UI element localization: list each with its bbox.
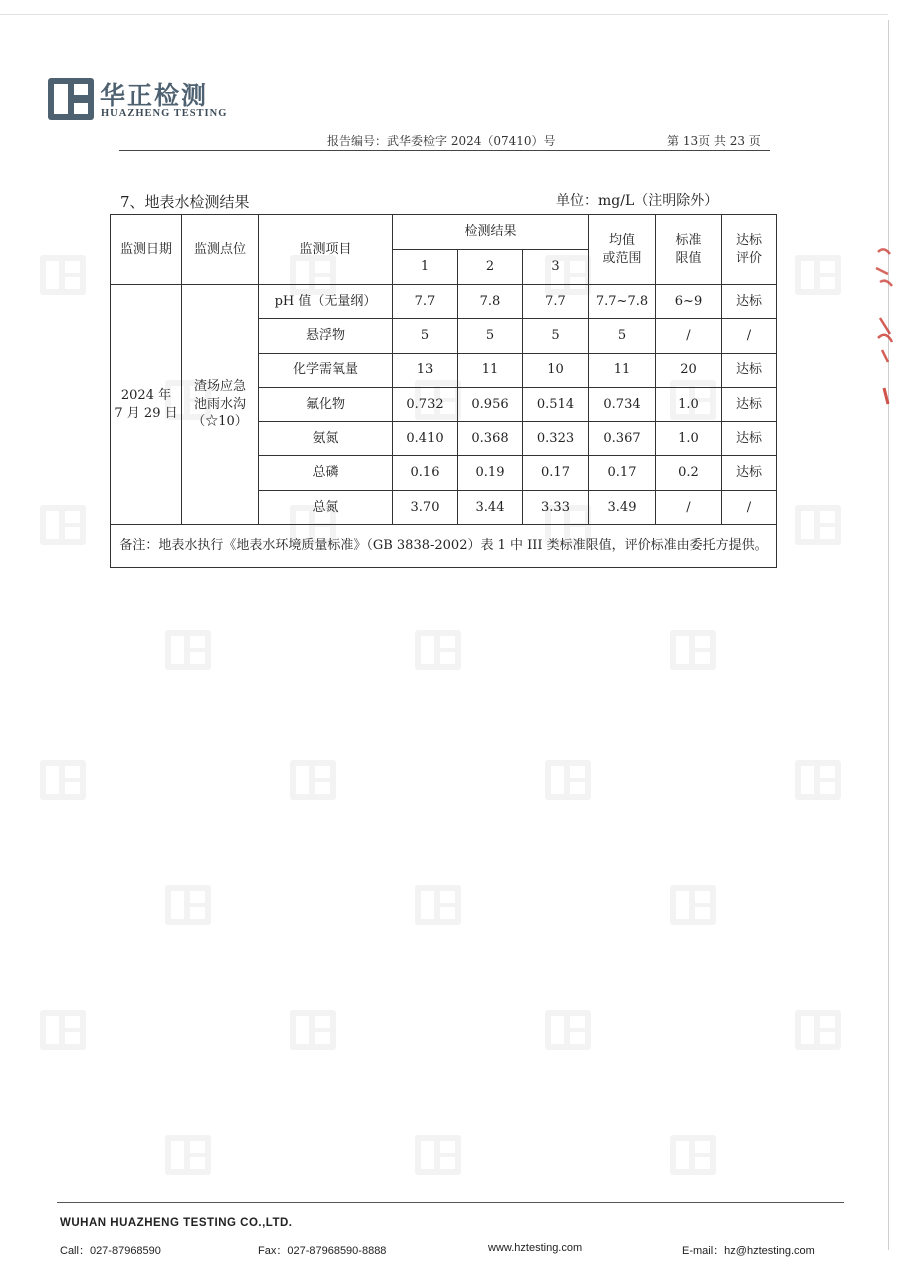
mean-cell: 5	[589, 319, 656, 353]
item-cell: pH 值（无量纲）	[259, 285, 393, 319]
results-table	[110, 214, 777, 568]
footer-email[interactable]: E-mail：hz@hztesting.com	[682, 1245, 815, 1257]
watermark-logo-icon	[40, 505, 86, 545]
result-cell: 0.732	[393, 387, 458, 421]
result-cell: 7.7	[523, 285, 589, 319]
mean-cell: 0.17	[589, 456, 656, 490]
item-cell: 氟化物	[259, 387, 393, 421]
eval-cell: /	[722, 319, 777, 353]
header-item: 监测项目	[259, 215, 393, 285]
result-cell: 7.7	[393, 285, 458, 319]
watermark-logo-icon	[415, 1135, 461, 1175]
result-cell: 0.17	[523, 456, 589, 490]
watermark-logo-icon	[670, 885, 716, 925]
page-edge-top	[0, 14, 888, 15]
header-evaluation: 达标 评价	[722, 215, 777, 285]
mean-cell: 0.367	[589, 422, 656, 456]
header-divider	[119, 150, 770, 151]
item-cell: 总氮	[259, 490, 393, 524]
watermark-logo-icon	[670, 630, 716, 670]
header-point: 监测点位	[182, 215, 259, 285]
eval-cell: 达标	[722, 285, 777, 319]
watermark-logo-icon	[670, 1135, 716, 1175]
section-title: 7、地表水检测结果	[120, 193, 250, 211]
footer-fax: Fax：027-87968590-8888	[258, 1245, 387, 1257]
limit-cell: 20	[656, 353, 722, 387]
page-edge-right	[888, 20, 889, 1250]
header-date: 监测日期	[111, 215, 182, 285]
eval-cell: 达标	[722, 353, 777, 387]
result-cell: 5	[458, 319, 523, 353]
seal-stamp-fragment	[868, 238, 896, 418]
page-number: 第 13页 共 23 页	[667, 134, 761, 148]
limit-cell: 1.0	[656, 422, 722, 456]
point-cell: 渣场应急 池雨水沟 （☆10）	[182, 285, 259, 525]
eval-cell: 达标	[722, 387, 777, 421]
footer-divider	[57, 1202, 844, 1203]
watermark-logo-icon	[290, 760, 336, 800]
mean-cell: 11	[589, 353, 656, 387]
watermark-logo-icon	[40, 760, 86, 800]
report-number: 报告编号：武华委检字 2024（07410）号	[327, 134, 556, 148]
brand-name-en: HUAZHENG TESTING	[101, 108, 228, 119]
eval-cell: 达标	[722, 456, 777, 490]
watermark-logo-icon	[545, 760, 591, 800]
eval-cell: /	[722, 490, 777, 524]
watermark-logo-icon	[795, 760, 841, 800]
watermark-logo-icon	[795, 255, 841, 295]
footer-company: WUHAN HUAZHENG TESTING CO.,LTD.	[60, 1217, 293, 1229]
result-cell: 5	[393, 319, 458, 353]
header-mean: 均值 或范围	[589, 215, 656, 285]
watermark-logo-icon	[165, 1135, 211, 1175]
item-cell: 氨氮	[259, 422, 393, 456]
result-cell: 7.8	[458, 285, 523, 319]
limit-cell: 6~9	[656, 285, 722, 319]
note-row	[111, 525, 777, 568]
watermark-logo-icon	[415, 630, 461, 670]
limit-cell: /	[656, 490, 722, 524]
watermark-logo-icon	[795, 1010, 841, 1050]
result-cell: 0.956	[458, 387, 523, 421]
result-cell: 10	[523, 353, 589, 387]
item-cell: 总磷	[259, 456, 393, 490]
brand-name-cn: 华正检测	[100, 81, 209, 110]
mean-cell: 7.7~7.8	[589, 285, 656, 319]
note-text: 备注：地表水执行《地表水环境质量标准》（GB 3838-2002）表 1 中 III 类标准限值，评价标准由委托方提供。	[111, 525, 777, 568]
header-run-1: 1	[393, 250, 458, 285]
mean-cell: 3.49	[589, 490, 656, 524]
table-row	[111, 285, 777, 319]
limit-cell: 1.0	[656, 387, 722, 421]
result-cell: 3.33	[523, 490, 589, 524]
result-cell: 13	[393, 353, 458, 387]
limit-cell: /	[656, 319, 722, 353]
result-cell: 0.323	[523, 422, 589, 456]
item-cell: 悬浮物	[259, 319, 393, 353]
header-limit: 标准 限值	[656, 215, 722, 285]
limit-cell: 0.2	[656, 456, 722, 490]
result-cell: 5	[523, 319, 589, 353]
result-cell: 3.70	[393, 490, 458, 524]
footer-phone: Call：027-87968590	[60, 1245, 161, 1257]
result-cell: 0.410	[393, 422, 458, 456]
unit-label: 单位：mg/L（注明除外）	[556, 193, 719, 209]
result-cell: 3.44	[458, 490, 523, 524]
result-cell: 0.16	[393, 456, 458, 490]
item-cell: 化学需氧量	[259, 353, 393, 387]
result-cell: 0.19	[458, 456, 523, 490]
watermark-logo-icon	[795, 505, 841, 545]
mean-cell: 0.734	[589, 387, 656, 421]
watermark-logo-icon	[545, 1010, 591, 1050]
result-cell: 0.514	[523, 387, 589, 421]
company-logo	[48, 76, 94, 122]
header-run-2: 2	[458, 250, 523, 285]
watermark-logo-icon	[40, 1010, 86, 1050]
date-cell: 2024 年 7 月 29 日	[111, 285, 182, 525]
footer-website[interactable]: www.hztesting.com	[488, 1242, 583, 1254]
header-row	[111, 215, 777, 250]
watermark-logo-icon	[165, 630, 211, 670]
header-run-3: 3	[523, 250, 589, 285]
eval-cell: 达标	[722, 422, 777, 456]
watermark-logo-icon	[165, 885, 211, 925]
result-cell: 0.368	[458, 422, 523, 456]
result-cell: 11	[458, 353, 523, 387]
watermark-logo-icon	[415, 885, 461, 925]
watermark-logo-icon	[290, 1010, 336, 1050]
header-results: 检测结果	[393, 215, 589, 250]
watermark-logo-icon	[40, 255, 86, 295]
